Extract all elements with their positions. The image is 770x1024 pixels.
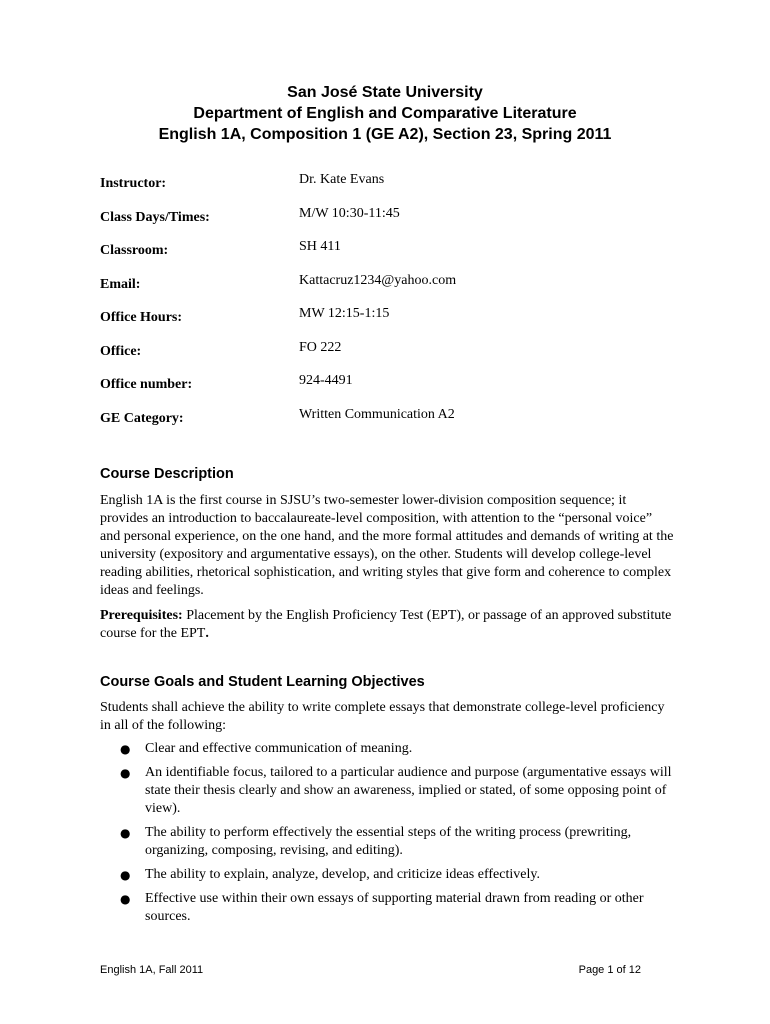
info-value: SH 411 [299, 239, 341, 254]
info-row-instructor [100, 170, 700, 204]
bullet-icon: ● [120, 892, 131, 906]
info-label: Instructor: [100, 176, 167, 191]
course-goals-intro: Students shall achieve the ability to write complete essays that demonstrate college-level proficiency in all of the following: [100, 700, 665, 733]
list-item [100, 866, 675, 884]
list-item-text: Clear and effective communication of meaning. [145, 741, 413, 756]
footer-page-number: Page 1 of 12 [578, 964, 641, 976]
list-item [100, 740, 675, 758]
prerequisites-text: Placement by the English Proficiency Test (EPT), or passage of an approved substitute course for the EPT [100, 608, 672, 641]
info-row-classroom [100, 237, 700, 271]
prerequisites-period: . [205, 626, 209, 641]
list-item [100, 824, 675, 860]
course-info-table [100, 170, 700, 438]
list-item [100, 764, 675, 818]
info-value: MW 12:15-1:15 [299, 306, 390, 321]
info-value: Kattacruz1234@yahoo.com [299, 272, 457, 288]
course-description-heading: Course Description [100, 466, 234, 482]
info-row-office-hours [100, 304, 700, 338]
info-value: M/W 10:30-11:45 [299, 205, 400, 221]
department-name: Department of English and Comparative Literature [193, 105, 577, 122]
bullet-icon: ● [120, 742, 131, 756]
university-name: San José State University [287, 84, 483, 101]
document-title [0, 82, 770, 145]
list-item [100, 890, 675, 926]
learning-objectives-list [100, 740, 675, 932]
info-label: Email: [100, 276, 141, 292]
info-value: FO 222 [299, 339, 342, 355]
info-label: Classroom: [100, 243, 169, 258]
prerequisites-paragraph [100, 607, 675, 643]
info-label: Office Hours: [100, 310, 183, 325]
bullet-icon: ● [120, 766, 131, 780]
list-item-text: The ability to perform effectively the essential steps of the writing process (prewriting, organizing, composing, revising, and editing). [145, 825, 632, 858]
info-row-ge-category [100, 405, 700, 439]
info-label: Class Days/Times: [100, 209, 210, 225]
info-value: Written Communication A2 [299, 406, 455, 422]
footer-course: English 1A, Fall 2011 [100, 964, 204, 976]
info-row-class-days [100, 204, 700, 238]
info-label: Office number: [100, 377, 193, 392]
list-item-text: Effective use within their own essays of supporting material drawn from reading or other sources. [145, 891, 644, 924]
prerequisites-label: Prerequisites: [100, 608, 183, 623]
info-label: Office: [100, 343, 142, 359]
info-value: 924-4491 [299, 373, 353, 388]
bullet-icon: ● [120, 868, 131, 882]
info-label: GE Category: [100, 410, 184, 426]
course-description-body: English 1A is the first course in SJSU’s two-semester lower-division composition sequence; it provides an introduction to baccalaureate-level composition, with attention to the “personal voice” and personal experience, on the one hand, and the more formal attitudes and demands of writing at the university (expository and argumentative essays), on the other. Students will develop college-level reading abilities, rhetorical sophistication, and writing styles that give form and coherence to complex ideas and feelings. [100, 493, 674, 598]
bullet-icon: ● [120, 826, 131, 840]
info-row-email [100, 271, 700, 305]
info-value: Dr. Kate Evans [299, 172, 385, 187]
info-row-office [100, 338, 700, 372]
info-row-office-number [100, 371, 700, 405]
list-item-text: An identifiable focus, tailored to a particular audience and purpose (argumentative essays will state their thesis clearly and show an awareness, implied or stated, of some opposing point of view). [145, 765, 672, 816]
list-item-text: The ability to explain, analyze, develop, and criticize ideas effectively. [145, 867, 540, 882]
course-title: English 1A, Composition 1 (GE A2), Section 23, Spring 2011 [158, 126, 612, 143]
course-goals-heading: Course Goals and Student Learning Objectives [100, 674, 425, 690]
